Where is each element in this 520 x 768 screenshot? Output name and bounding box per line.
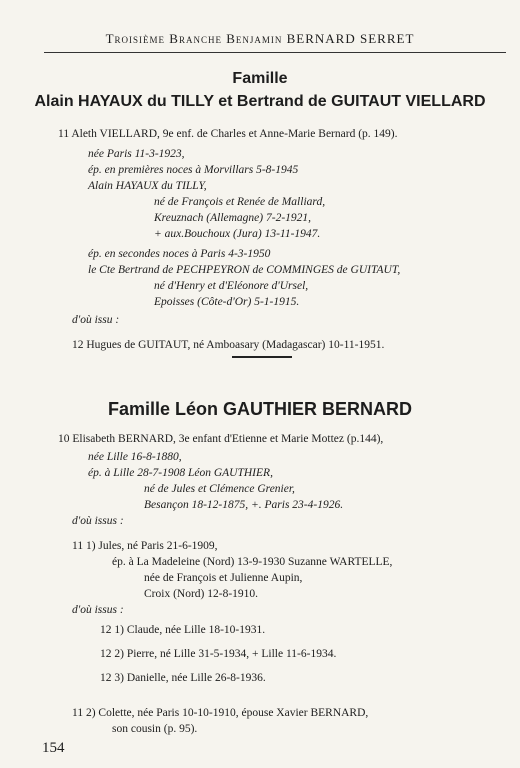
entry-line: née de François et Julienne Aupin,	[144, 572, 303, 584]
entry-line: née Lille 16-8-1880,	[88, 451, 182, 463]
entry-line: né de Jules et Clémence Grenier,	[144, 483, 295, 495]
header-rule	[44, 52, 506, 53]
running-header: Troisième Branche Benjamin BERNARD SERRET	[105, 31, 415, 46]
entry-line: ép. en premières noces à Morvillars 5-8-1945	[88, 164, 299, 176]
entry-line: née Paris 11-3-1923,	[88, 148, 185, 160]
entry-line: né de François et Renée de Malliard,	[154, 196, 326, 208]
entry-line: le Cte Bertrand de PECHPEYRON de COMMINGES de GUITAUT,	[88, 264, 401, 276]
entry-line: d'où issu :	[72, 314, 120, 326]
section1-title-line1: Famille	[232, 70, 288, 87]
entry-line: son cousin (p. 95).	[112, 723, 198, 735]
entry-line: Besançon 18-12-1875, +. Paris 23-4-1926.	[144, 499, 344, 511]
entry-line: 12 3) Danielle, née Lille 26-8-1936.	[100, 672, 266, 684]
entry-line: Epoisses (Côte-d'Or) 5-1-1915.	[154, 296, 300, 308]
entry-line: 11 Aleth VIELLARD, 9e enf. de Charles et Anne-Marie Bernard (p. 149).	[58, 128, 398, 140]
entry-line: ép. en secondes noces à Paris 4-3-1950	[88, 248, 271, 260]
page-number: 154	[42, 740, 65, 756]
section1-title-line2: Alain HAYAUX du TILLY et Bertrand de GUITAUT VIELLARD	[34, 93, 486, 110]
entry-line: Croix (Nord) 12-8-1910.	[144, 588, 259, 600]
entry-line: d'où issus :	[72, 515, 124, 527]
entry-line: 11 1) Jules, né Paris 21-6-1909,	[72, 540, 218, 552]
entry-line: Alain HAYAUX du TILLY,	[88, 180, 207, 192]
entry-line: 12 2) Pierre, né Lille 31-5-1934, + Lille 11-6-1934.	[100, 648, 337, 660]
entry-line: Kreuznach (Allemagne) 7-2-1921,	[154, 212, 312, 224]
entry-line: né d'Henry et d'Eléonore d'Ursel,	[154, 280, 309, 292]
entry-line: 10 Elisabeth BERNARD, 3e enfant d'Etienne et Marie Mottez (p.144),	[58, 433, 384, 445]
entry-line: ép. à Lille 28-7-1908 Léon GAUTHIER,	[88, 467, 273, 479]
section-divider	[232, 356, 292, 358]
entry-line: ép. à La Madeleine (Nord) 13-9-1930 Suzanne WARTELLE,	[112, 556, 393, 568]
section2-title: Famille Léon GAUTHIER BERNARD	[107, 399, 413, 419]
entry-line: d'où issus :	[72, 604, 124, 616]
entry-line: 11 2) Colette, née Paris 10-10-1910, épouse Xavier BERNARD,	[72, 707, 369, 719]
entry-line: 12 Hugues de GUITAUT, né Amboasary (Madagascar) 10-11-1951.	[72, 339, 385, 351]
entry-line: + aux.Bouchoux (Jura) 13-11-1947.	[154, 228, 321, 240]
entry-line: 12 1) Claude, née Lille 18-10-1931.	[100, 624, 266, 636]
